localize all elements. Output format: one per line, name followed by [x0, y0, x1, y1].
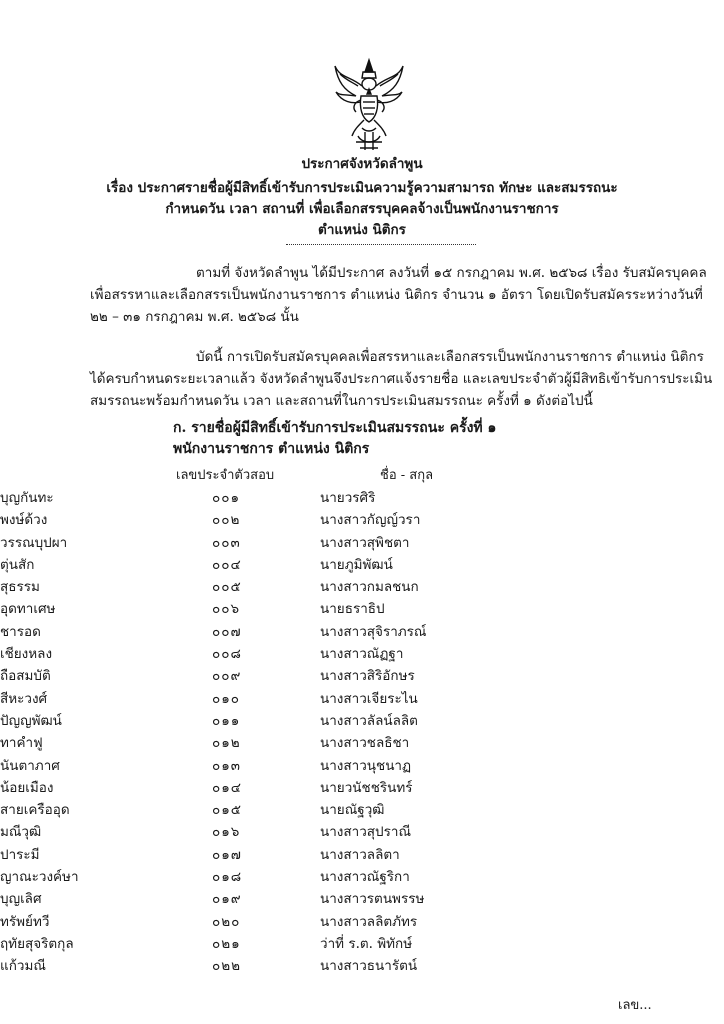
- candidate-number: ๐๐๕: [212, 579, 242, 596]
- paragraph-1-line: เพื่อสรรหาและเลือกสรรเป็นพนักงานราชการ ตำแหน่ง นิติกร จำนวน ๑ อัตรา โดยเปิดรับสมัครระหว่างวันที่: [90, 287, 703, 303]
- candidate-name: นางสาวสุจิราภรณ์: [320, 623, 427, 640]
- candidate-name: นางสาวลัลน์ลลิต: [320, 712, 418, 729]
- candidate-number: ๐๑๑: [212, 712, 241, 729]
- candidate-list: [0, 486, 724, 977]
- candidate-number: ๐๑๕: [212, 802, 243, 819]
- candidate-surname: ทาคำฟู: [0, 735, 43, 752]
- candidate-surname: ถือสมบัติ: [0, 668, 51, 685]
- candidate-surname: ฤทัยสุจริตกุล: [0, 935, 74, 952]
- candidate-surname: สายเครืออุด: [0, 802, 70, 819]
- candidate-surname: น้อยเมือง: [0, 779, 54, 796]
- position-title: พนักงานราชการ ตำแหน่ง นิติกร: [173, 441, 370, 457]
- candidate-row: [0, 776, 724, 798]
- candidate-surname: ชารอด: [0, 623, 41, 640]
- candidate-surname: บุญเลิศ: [0, 891, 42, 908]
- candidate-name: นางสาวกัญญ์วรา: [320, 512, 421, 529]
- candidate-number: ๐๑๓: [212, 757, 242, 774]
- candidate-surname: เชียงหลง: [0, 646, 53, 663]
- candidate-row: [0, 664, 724, 686]
- paragraph-2: [90, 346, 713, 412]
- candidate-row: [0, 754, 724, 776]
- candidate-number: ๐๐๗: [212, 623, 242, 640]
- candidate-name: นางสาวลลิตา: [320, 846, 400, 863]
- candidate-row: [0, 531, 724, 553]
- candidate-row: [0, 575, 724, 597]
- candidate-name: นางสาวสุปราณี: [320, 824, 411, 841]
- candidate-row: [0, 865, 724, 887]
- candidate-name: นางสาวเจียระไน: [320, 690, 418, 707]
- candidate-number: ๐๑๗: [212, 846, 242, 863]
- subject-line-1: เรื่อง ประกาศรายชื่อผู้มีสิทธิ์เข้ารับการประเมินความรู้ความสามารถ ทักษะ และสมรรถนะ: [106, 180, 618, 196]
- candidate-number: ๐๑๒: [212, 735, 241, 752]
- section-heading: ก. รายชื่อผู้มีสิทธิ์เข้ารับการประเมินสมรรถนะ ครั้งที่ ๑: [173, 420, 497, 436]
- paragraph-1: [90, 262, 707, 328]
- candidate-name: นางสาวชลธิชา: [320, 735, 410, 752]
- candidate-surname: ตุ่นสัก: [0, 556, 35, 573]
- candidate-surname: ญาณะวงค์ษา: [0, 869, 79, 886]
- candidate-name: นางสาวกมลชนก: [320, 579, 419, 596]
- garuda-emblem-icon: [332, 56, 406, 154]
- candidate-number: ๐๐๔: [212, 556, 242, 573]
- candidate-surname: แก้วมณี: [0, 958, 46, 975]
- candidate-row: [0, 954, 724, 976]
- document-title: ประกาศจังหวัดลำพูน: [301, 156, 423, 172]
- candidate-surname: อุดทาเศษ: [0, 601, 56, 618]
- candidate-name: นายธราธิป: [320, 601, 385, 618]
- candidate-surname: ปาระมี: [0, 846, 40, 863]
- candidate-number: ๐๒๑: [212, 935, 241, 952]
- candidate-name: นางสาวรตนพรรษ: [320, 891, 425, 908]
- subject-line-3: ตำแหน่ง นิติกร: [318, 222, 406, 238]
- candidate-number: ๐๑๐: [212, 690, 241, 707]
- candidate-number: ๐๑๘: [212, 869, 243, 886]
- candidate-number: ๐๒๒: [212, 958, 242, 975]
- candidate-row: [0, 486, 724, 508]
- candidate-row: [0, 687, 724, 709]
- candidate-name: ว่าที่ ร.ต. พิทักษ์: [320, 935, 413, 952]
- candidate-number: ๐๑๔: [212, 779, 243, 796]
- candidate-row: [0, 597, 724, 619]
- candidate-surname: สุธรรม: [0, 579, 40, 596]
- column-header-number: เลขประจำตัวสอบ: [176, 468, 275, 483]
- candidate-surname: วรรณบุปผา: [0, 534, 68, 551]
- candidate-number: ๐๐๘: [212, 646, 242, 663]
- dotted-divider: [286, 244, 476, 245]
- column-header-name: ชื่อ - สกุล: [380, 468, 434, 483]
- candidate-surname: สีหะวงศ์: [0, 690, 48, 707]
- candidate-number: ๐๐๑: [212, 490, 241, 506]
- continued-marker: เลข...: [618, 998, 652, 1013]
- candidate-surname: บุญกันทะ: [0, 490, 54, 506]
- candidate-number: ๐๑๙: [212, 891, 242, 908]
- candidate-surname: ทรัพย์ทวี: [0, 913, 50, 930]
- candidate-row: [0, 820, 724, 842]
- candidate-name: นายวรศิริ: [320, 490, 376, 506]
- candidate-row: [0, 843, 724, 865]
- candidate-name: นายวนัชชรินทร์: [320, 779, 413, 796]
- candidate-name: นางสาวณัฏฐา: [320, 646, 404, 663]
- candidate-name: นางสาวสุพิชตา: [320, 534, 410, 551]
- candidate-row: [0, 932, 724, 954]
- paragraph-1-line: ตามที่ จังหวัดลำพูน ได้มีประกาศ ลงวันที่ ๑๕ กรกฎาคม พ.ศ. ๒๕๖๘ เรื่อง รับสมัครบุคคล: [196, 265, 707, 281]
- candidate-number: ๐๑๖: [212, 824, 241, 841]
- candidate-number: ๐๒๐: [212, 913, 241, 930]
- candidate-surname: มณีวุฒิ: [0, 824, 42, 841]
- candidate-row: [0, 910, 724, 932]
- candidate-name: นางสาวนุชนาฏ: [320, 757, 412, 774]
- candidate-name: นางสาวสิริอักษร: [320, 668, 415, 685]
- paragraph-2-line: ได้ครบกำหนดระยะเวลาแล้ว จังหวัดลำพูนจึงประกาศแจ้งรายชื่อ และเลขประจำตัวผู้มีสิทธิเข้ารับการประเมิน: [90, 371, 713, 387]
- paragraph-2-line: สมรรถนะพร้อมกำหนดวัน เวลา และสถานที่ในการประเมินสมรรถนะ ครั้งที่ ๑ ดังต่อไปนี้: [90, 393, 593, 409]
- candidate-row: [0, 642, 724, 664]
- candidate-row: [0, 709, 724, 731]
- candidate-surname: พงษ์ด้วง: [0, 512, 48, 529]
- paragraph-2-line: บัดนี้ การเปิดรับสมัครบุคคลเพื่อสรรหาและเลือกสรรเป็นพนักงานราชการ ตำแหน่ง นิติกร: [196, 349, 704, 365]
- candidate-number: ๐๐๙: [212, 668, 242, 685]
- candidate-name: นายณัฐวุฒิ: [320, 802, 385, 819]
- candidate-number: ๐๐๖: [212, 601, 241, 618]
- candidate-row: [0, 508, 724, 530]
- candidate-row: [0, 887, 724, 909]
- candidate-surname: นันตาภาศ: [0, 757, 60, 774]
- candidate-name: นายภูมิพัฒน์: [320, 556, 393, 573]
- candidate-number: ๐๐๒: [212, 512, 241, 529]
- candidate-row: [0, 798, 724, 820]
- candidate-row: [0, 620, 724, 642]
- candidate-name: นางสาวลลิตภัทร: [320, 913, 418, 930]
- candidate-surname: ปัญญพัฒน์: [0, 712, 62, 729]
- paragraph-1-line: ๒๒ – ๓๑ กรกฎาคม พ.ศ. ๒๕๖๘ นั้น: [90, 309, 299, 325]
- candidate-number: ๐๐๓: [212, 534, 241, 551]
- subject-line-2: กำหนดวัน เวลา สถานที่ เพื่อเลือกสรรบุคคลจ้างเป็นพนักงานราชการ: [165, 201, 559, 217]
- candidate-name: นางสาวธนารัตน์: [320, 958, 418, 975]
- candidate-row: [0, 731, 724, 753]
- candidate-name: นางสาวณัฐริกา: [320, 869, 410, 886]
- candidate-row: [0, 553, 724, 575]
